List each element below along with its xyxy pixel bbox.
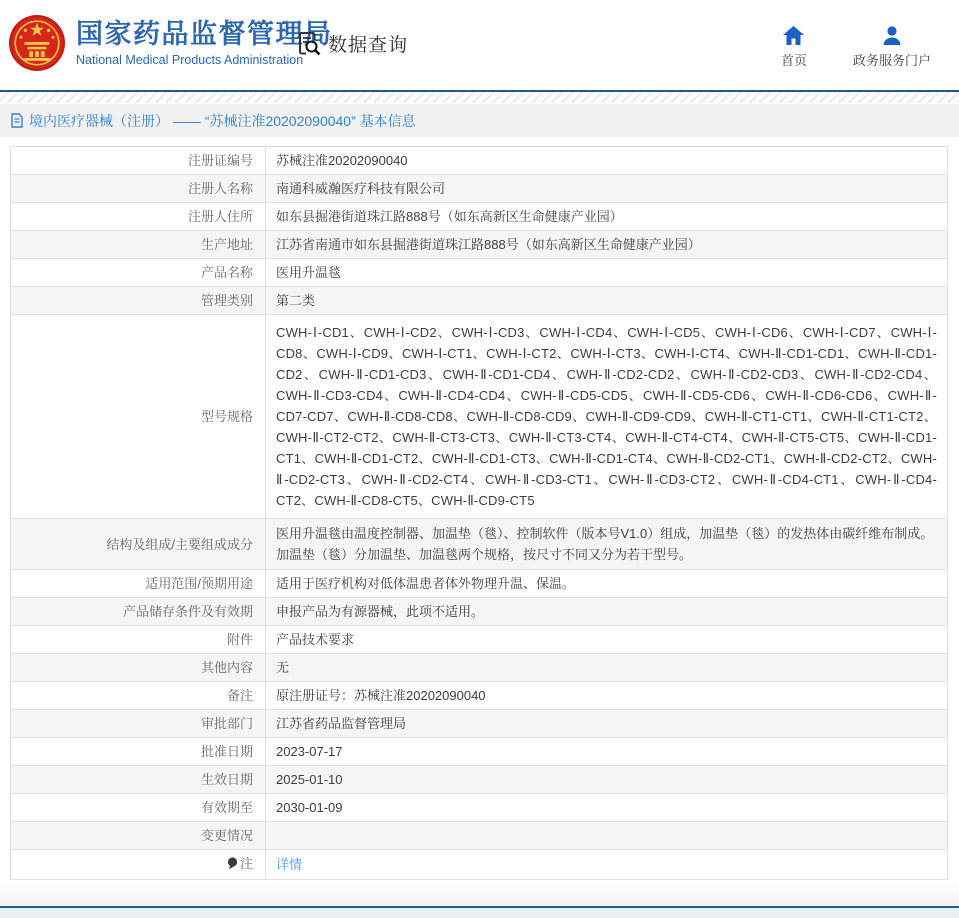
breadcrumb [0,104,959,137]
row-value: 医用升温毯 [266,259,948,287]
row-label: 生效日期 [11,766,266,794]
table-row [11,175,948,203]
row-label: 注册人名称 [11,175,266,203]
page-title: 境内医疗器械（注册） —— “苏械注准20202090040” 基本信息 [29,112,416,129]
row-label: 型号规格 [11,315,266,519]
row-value: 南通科威瀚医疗科技有限公司 [266,175,948,203]
row-label: 结构及组成/主要组成成分 [11,519,266,570]
registration-info-table [10,146,948,880]
row-label: 管理类别 [11,287,266,315]
nav-portal[interactable] [853,26,931,69]
pin-icon [227,857,238,870]
table-row-note [11,850,948,880]
row-value: 2030-01-09 [266,794,948,822]
row-value: 如东县掘港街道珠江路888号（如东高新区生命健康产业园） [266,203,948,231]
nmpa-logo [8,14,333,72]
table-row [11,738,948,766]
table-row [11,598,948,626]
detail-link[interactable]: 详情 [276,857,303,872]
row-value: 第二类 [266,287,948,315]
table-row [11,315,948,519]
table-row [11,287,948,315]
row-label: 产品储存条件及有效期 [11,598,266,626]
row-label: 备注 [11,682,266,710]
document-search-icon [295,30,322,57]
row-label: 产品名称 [11,259,266,287]
row-value [266,822,948,850]
row-value: 2025-01-10 [266,766,948,794]
table-row [11,519,948,570]
row-value: 苏械注准20202090040 [266,147,948,175]
note-value-cell [266,850,948,880]
row-label: 注册证编号 [11,147,266,175]
row-label: 生产地址 [11,231,266,259]
row-value: 申报产品为有源器械，此项不适用。 [266,598,948,626]
table-row [11,766,948,794]
row-value: 无 [266,654,948,682]
nav-portal-label: 政务服务门户 [852,53,931,68]
page-header [0,0,959,90]
row-label: 有效期至 [11,794,266,822]
nav-home-label: 首页 [780,53,807,68]
table-row [11,822,948,850]
model-spec-value: CWH-Ⅰ-CD1、CWH-Ⅰ-CD2、CWH-Ⅰ-CD3、CWH-Ⅰ-CD4、CWH-Ⅰ-CD5、CWH-Ⅰ-CD6、CWH-Ⅰ-CD7、CWH-Ⅰ-CD8、CWH-Ⅰ-CD9、CWH-Ⅰ-CT1、CWH-Ⅰ-CT2、CWH-Ⅰ-CT3、CWH-Ⅰ-CT4、CWH-Ⅱ-CD1-CD1、CWH-Ⅱ-CD1-CD2、CWH-Ⅱ-CD1-CD3、CWH-Ⅱ-CD1-CD4、CWH-Ⅱ-CD2-CD2、CWH-Ⅱ-CD2-CD3、CWH-Ⅱ-CD2-CD4、CWH-Ⅱ-CD3-CD4、CWH-Ⅱ-CD4-CD4、CWH-Ⅱ-CD5-CD5、CWH-Ⅱ-CD5-CD6、CWH-Ⅱ-CD6-CD6、CWH-Ⅱ-CD7-CD7、CWH-Ⅱ-CD8-CD8、CWH-Ⅱ-CD8-CD9、CWH-Ⅱ-CD9-CD9、CWH-Ⅱ-CT1-CT1、CWH-Ⅱ-CT1-CT2、CWH-Ⅱ-CT2-CT2、CWH-Ⅱ-CT3-CT3、CWH-Ⅱ-CT3-CT4、CWH-Ⅱ-CT4-CT4、CWH-Ⅱ-CT5-CT5、CWH-Ⅱ-CD1-CT1、CWH-Ⅱ-CD1-CT2、CWH-Ⅱ-CD1-CT3、CWH-Ⅱ-CD1-CT4、CWH-Ⅱ-CD2-CT1、CWH-Ⅱ-CD2-CT2、CWH-Ⅱ-CD2-CT3、CWH-Ⅱ-CD2-CT4、CWH-Ⅱ-CD3-CT1、CWH-Ⅱ-CD3-CT2、CWH-Ⅱ-CD4-CT1、CWH-Ⅱ-CD4-CT2、CWH-Ⅱ-CD8-CT5、CWH-Ⅱ-CD9-CT5 [266,315,948,519]
table-row [11,259,948,287]
table-row [11,794,948,822]
site-title: 国家药品监督管理局 [76,19,333,50]
top-nav [781,26,931,69]
note-label: 注 [239,856,253,871]
row-value: 原注册证号：苏械注准20202090040 [266,682,948,710]
row-label: 附件 [11,626,266,654]
table-row [11,654,948,682]
row-label: 注册人住所 [11,203,266,231]
row-value: 适用于医疗机构对低体温患者体外物理升温、保温。 [266,570,948,598]
row-label: 变更情况 [11,822,266,850]
row-label: 批准日期 [11,738,266,766]
nav-home[interactable] [781,26,807,69]
row-value: 产品技术要求 [266,626,948,654]
document-icon [10,113,24,128]
row-value: 江苏省南通市如东县掘港街道珠江路888号（如东高新区生命健康产业园） [266,231,948,259]
table-row [11,203,948,231]
row-value: 江苏省药品监督管理局 [266,710,948,738]
table-row [11,710,948,738]
table-row [11,682,948,710]
row-label: 审批部门 [11,710,266,738]
data-query-nav[interactable] [295,30,408,57]
footer-spacer [0,880,959,906]
site-subtitle: National Medical Products Administration [76,52,304,67]
table-row [11,626,948,654]
national-emblem-icon [8,14,66,72]
user-icon [882,26,902,45]
row-value: 医用升温毯由温度控制器、加温垫（毯）、控制软件（版本号V1.0）组成，加温垫（毯）的发热体由碳纤维布制成。加温垫（毯）分加温垫、加温毯两个规格，按尺寸不同又分为若干型号。 [266,519,948,570]
data-query-label: 数据查询 [328,35,409,56]
stripe-band [0,92,959,103]
row-value: 2023-07-17 [266,738,948,766]
row-label: 适用范围/预期用途 [11,570,266,598]
table-row [11,147,948,175]
table-row [11,231,948,259]
row-label: 其他内容 [11,654,266,682]
home-icon [783,26,804,45]
footer-band [0,908,959,918]
note-label-cell [11,850,266,880]
table-row [11,570,948,598]
